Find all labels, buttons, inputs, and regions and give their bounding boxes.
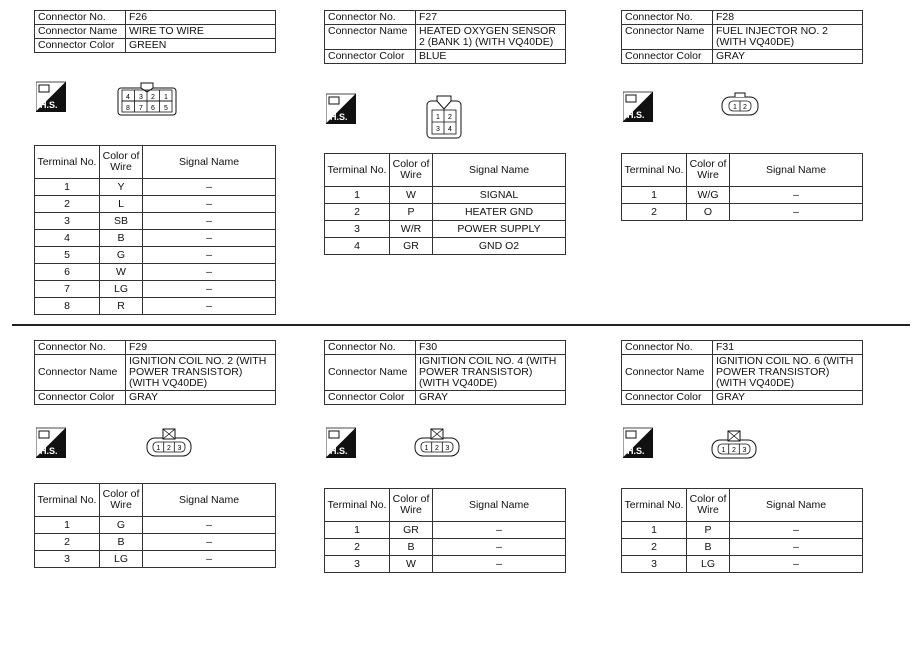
table-row	[35, 247, 276, 264]
pin-label: 8	[126, 105, 130, 112]
signal-cell: –	[143, 213, 276, 230]
wire-color-cell: W	[390, 187, 433, 204]
table-row	[325, 204, 566, 221]
pin-label: 2	[151, 94, 155, 101]
signal-cell: –	[143, 551, 276, 568]
terminal-cell: 3	[622, 556, 687, 573]
connector-face-8pin	[117, 82, 177, 116]
signal-cell: –	[143, 179, 276, 196]
hs-harness-side-icon	[326, 424, 356, 458]
pin-label: 1	[156, 445, 161, 452]
signal-cell: –	[143, 534, 276, 551]
terminal-cell: 3	[35, 213, 100, 230]
wire-color-cell: LG	[687, 556, 730, 573]
connector-block-f30	[324, 340, 566, 405]
connector-face-3pin	[414, 428, 460, 458]
connector-info-table	[324, 340, 566, 405]
connector-color-value: GREEN	[126, 39, 276, 53]
terminal-table-f26	[34, 145, 276, 315]
wire-color-cell: B	[100, 534, 143, 551]
wire-color-cell: R	[100, 298, 143, 315]
table-row	[622, 539, 863, 556]
wire-color-header: Color of Wire	[100, 484, 143, 517]
signal-cell: –	[143, 281, 276, 298]
hs-badge-text: H.S.	[330, 446, 348, 456]
connector-info-table	[34, 340, 276, 405]
terminal-cell: 1	[325, 522, 390, 539]
connector-no-label: Connector No.	[325, 11, 416, 25]
wire-color-cell: W/G	[687, 187, 730, 204]
table-row	[35, 196, 276, 213]
pin-label: 1	[164, 94, 168, 101]
connector-info-table	[621, 340, 863, 405]
terminal-no-header: Terminal No.	[622, 489, 687, 522]
terminal-cell: 4	[325, 238, 390, 255]
pin-label: 3	[139, 94, 143, 101]
connector-block-f26	[34, 10, 276, 53]
connector-no-value: F26	[126, 11, 276, 25]
connector-name-value: FUEL INJECTOR NO. 2 (WITH VQ40DE)	[713, 25, 863, 50]
wire-color-cell: W/R	[390, 221, 433, 238]
signal-cell: –	[143, 264, 276, 281]
hs-badge-text: H.S.	[627, 110, 645, 120]
terminal-cell: 2	[35, 534, 100, 551]
pin-label: 6	[151, 105, 155, 112]
signal-cell: –	[433, 556, 566, 573]
table-row	[35, 281, 276, 298]
terminal-table-f29	[34, 483, 276, 568]
connector-name-label: Connector Name	[325, 25, 416, 50]
terminal-cell: 3	[325, 556, 390, 573]
pin-label: 1	[733, 104, 737, 111]
connector-info-table	[34, 10, 276, 53]
pin-label: 2	[435, 445, 439, 452]
connector-name-value: HEATED OXYGEN SENSOR 2 (BANK 1) (WITH VQ40DE)	[416, 25, 566, 50]
pin-label: 3	[742, 447, 747, 454]
table-row	[35, 213, 276, 230]
hs-harness-side-icon	[326, 90, 356, 124]
wire-color-cell: LG	[100, 551, 143, 568]
wire-color-cell: P	[390, 204, 433, 221]
signal-cell: –	[143, 196, 276, 213]
hs-badge-text: H.S.	[40, 446, 58, 456]
wire-color-cell: SB	[100, 213, 143, 230]
connector-name-value: IGNITION COIL NO. 6 (WITH POWER TRANSISTOR) (WITH VQ40DE)	[713, 355, 863, 391]
hs-harness-side-icon	[623, 88, 653, 122]
terminal-cell: 6	[35, 264, 100, 281]
signal-cell: POWER SUPPLY	[433, 221, 566, 238]
table-row	[35, 230, 276, 247]
terminal-no-header: Terminal No.	[35, 146, 100, 179]
terminal-cell: 1	[622, 187, 687, 204]
terminal-cell: 1	[325, 187, 390, 204]
terminal-table-f28	[621, 153, 863, 221]
signal-name-header: Signal Name	[143, 146, 276, 179]
terminal-cell: 2	[622, 204, 687, 221]
connector-color-label: Connector Color	[35, 391, 126, 405]
connector-no-label: Connector No.	[325, 341, 416, 355]
table-row	[35, 517, 276, 534]
connector-no-value: F27	[416, 11, 566, 25]
hs-badge-text: H.S.	[330, 112, 348, 122]
connector-no-label: Connector No.	[35, 11, 126, 25]
terminal-cell: 8	[35, 298, 100, 315]
connector-color-value: GRAY	[713, 50, 863, 64]
pin-label: 7	[139, 105, 143, 112]
signal-cell: HEATER GND	[433, 204, 566, 221]
hs-harness-side-icon	[36, 424, 66, 458]
connector-name-value: WIRE TO WIRE	[126, 25, 276, 39]
table-row	[35, 551, 276, 568]
pin-label: 2	[743, 104, 747, 111]
wire-color-cell: G	[100, 517, 143, 534]
pin-label: 2	[732, 447, 736, 454]
terminal-cell: 4	[35, 230, 100, 247]
table-row	[622, 522, 863, 539]
wire-color-cell: Y	[100, 179, 143, 196]
wire-color-header: Color of Wire	[687, 154, 730, 187]
hs-harness-side-icon	[36, 78, 66, 112]
pin-label: 2	[167, 445, 171, 452]
wire-color-cell: W	[390, 556, 433, 573]
connector-block-f27	[324, 10, 566, 64]
connector-face-3pin	[146, 428, 192, 458]
signal-cell: –	[143, 298, 276, 315]
signal-cell: –	[730, 204, 863, 221]
terminal-no-header: Terminal No.	[325, 489, 390, 522]
table-row	[325, 221, 566, 238]
pin-label: 3	[436, 126, 440, 133]
table-row	[35, 534, 276, 551]
connector-name-label: Connector Name	[35, 355, 126, 391]
pin-label: 2	[448, 114, 452, 121]
signal-cell: –	[143, 230, 276, 247]
connector-no-value: F29	[126, 341, 276, 355]
connector-name-label: Connector Name	[35, 25, 126, 39]
signal-cell: –	[433, 539, 566, 556]
table-row	[325, 238, 566, 255]
connector-color-value: GRAY	[713, 391, 863, 405]
connector-no-label: Connector No.	[35, 341, 126, 355]
table-row	[622, 204, 863, 221]
wire-color-cell: GR	[390, 238, 433, 255]
connector-no-label: Connector No.	[622, 11, 713, 25]
pin-label: 1	[721, 447, 726, 454]
wire-color-cell: B	[100, 230, 143, 247]
pin-label: 4	[126, 94, 130, 101]
signal-cell: GND O2	[433, 238, 566, 255]
connector-block-f29	[34, 340, 276, 405]
connector-color-value: BLUE	[416, 50, 566, 64]
table-row	[325, 522, 566, 539]
connector-color-label: Connector Color	[35, 39, 126, 53]
terminal-cell: 1	[622, 522, 687, 539]
connector-name-label: Connector Name	[325, 355, 416, 391]
terminal-table-f27	[324, 153, 566, 255]
connector-no-value: F31	[713, 341, 863, 355]
terminal-cell: 3	[35, 551, 100, 568]
connector-no-label: Connector No.	[622, 341, 713, 355]
wire-color-cell: B	[687, 539, 730, 556]
pin-label: 3	[177, 445, 182, 452]
connector-face-4pin	[426, 95, 462, 139]
terminal-cell: 2	[325, 204, 390, 221]
signal-name-header: Signal Name	[433, 154, 566, 187]
table-row	[35, 179, 276, 196]
terminal-cell: 3	[325, 221, 390, 238]
connector-color-label: Connector Color	[325, 50, 416, 64]
table-row	[35, 264, 276, 281]
signal-cell: –	[730, 556, 863, 573]
terminal-cell: 1	[35, 517, 100, 534]
connector-no-value: F30	[416, 341, 566, 355]
wire-color-cell: W	[100, 264, 143, 281]
connector-info-table	[621, 10, 863, 64]
terminal-no-header: Terminal No.	[35, 484, 100, 517]
wire-color-header: Color of Wire	[687, 489, 730, 522]
connector-name-label: Connector Name	[622, 355, 713, 391]
connector-color-label: Connector Color	[622, 391, 713, 405]
connector-block-f31	[621, 340, 863, 405]
signal-cell: SIGNAL	[433, 187, 566, 204]
connector-info-table	[324, 10, 566, 64]
wire-color-cell: B	[390, 539, 433, 556]
pin-label: 1	[436, 114, 440, 121]
signal-name-header: Signal Name	[433, 489, 566, 522]
terminal-cell: 2	[325, 539, 390, 556]
table-row	[622, 556, 863, 573]
pin-label: 3	[445, 445, 450, 452]
pin-label: 5	[164, 105, 168, 112]
table-row	[622, 187, 863, 204]
section-divider	[12, 324, 910, 326]
connector-name-label: Connector Name	[622, 25, 713, 50]
signal-cell: –	[433, 522, 566, 539]
hs-badge-text: H.S.	[40, 100, 58, 110]
connector-color-label: Connector Color	[325, 391, 416, 405]
wire-color-header: Color of Wire	[390, 154, 433, 187]
signal-cell: –	[730, 539, 863, 556]
terminal-cell: 2	[622, 539, 687, 556]
wire-color-cell: GR	[390, 522, 433, 539]
signal-cell: –	[730, 187, 863, 204]
signal-name-header: Signal Name	[730, 154, 863, 187]
terminal-cell: 7	[35, 281, 100, 298]
wire-color-cell: G	[100, 247, 143, 264]
signal-name-header: Signal Name	[143, 484, 276, 517]
terminal-cell: 2	[35, 196, 100, 213]
wire-color-cell: O	[687, 204, 730, 221]
table-row	[35, 298, 276, 315]
hs-harness-side-icon	[623, 424, 653, 458]
wire-color-cell: LG	[100, 281, 143, 298]
table-row	[325, 556, 566, 573]
wire-color-cell: L	[100, 196, 143, 213]
terminal-cell: 1	[35, 179, 100, 196]
connector-face-3pin	[711, 430, 757, 460]
pin-label: 4	[448, 126, 452, 133]
signal-cell: –	[730, 522, 863, 539]
terminal-no-header: Terminal No.	[622, 154, 687, 187]
terminal-no-header: Terminal No.	[325, 154, 390, 187]
signal-cell: –	[143, 517, 276, 534]
terminal-cell: 5	[35, 247, 100, 264]
signal-name-header: Signal Name	[730, 489, 863, 522]
connector-name-value: IGNITION COIL NO. 4 (WITH POWER TRANSISTOR) (WITH VQ40DE)	[416, 355, 566, 391]
connector-no-value: F28	[713, 11, 863, 25]
pin-label: 1	[424, 445, 429, 452]
wire-color-cell: P	[687, 522, 730, 539]
table-row	[325, 187, 566, 204]
connector-color-label: Connector Color	[622, 50, 713, 64]
table-row	[325, 539, 566, 556]
signal-cell: –	[143, 247, 276, 264]
terminal-table-f30	[324, 488, 566, 573]
connector-block-f28	[621, 10, 863, 64]
wire-color-header: Color of Wire	[100, 146, 143, 179]
hs-badge-text: H.S.	[627, 446, 645, 456]
wire-color-header: Color of Wire	[390, 489, 433, 522]
connector-name-value: IGNITION COIL NO. 2 (WITH POWER TRANSISTOR) (WITH VQ40DE)	[126, 355, 276, 391]
terminal-table-f31	[621, 488, 863, 573]
connector-color-value: GRAY	[416, 391, 566, 405]
connector-face-2pin	[721, 92, 759, 116]
connector-color-value: GRAY	[126, 391, 276, 405]
